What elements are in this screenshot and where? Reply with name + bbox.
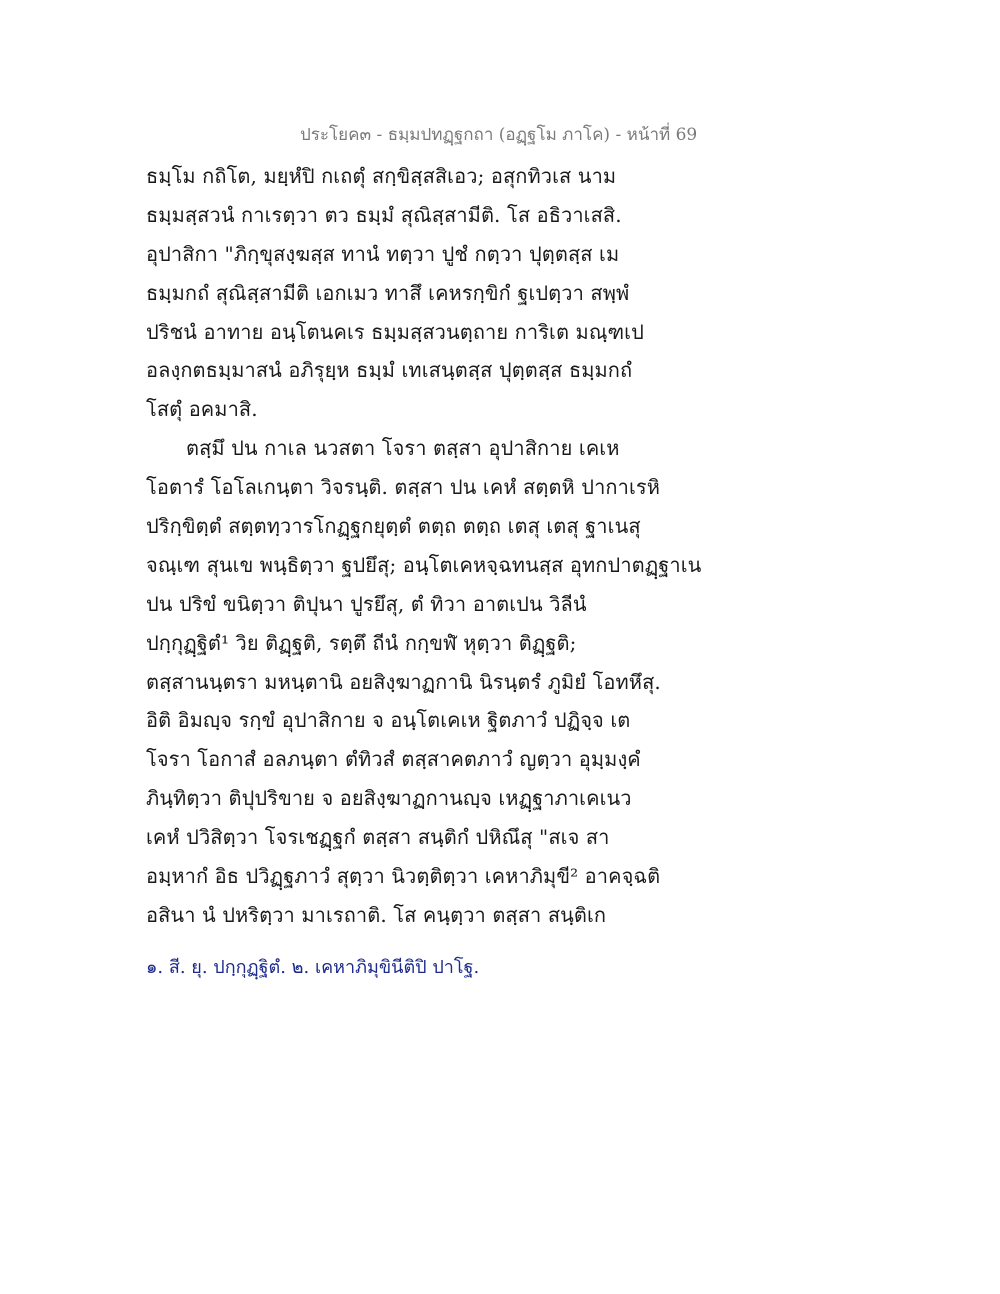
text-line: ปริชนํ อาทาย อนฺโตนคเร ธมฺมสฺสวนตฺถาย การิเต มณฺฑเป [146, 319, 644, 344]
footnotes: ๑. สี. ยุ. ปกฺกุฏฺฐิตํ. ๒. เคหาภิมุขินีติปิ ปาโฐ. [146, 957, 480, 978]
text-line: เคหํ ปวิสิตฺวา โจรเชฏฺฐกํ ตสฺสา สนฺติกํ ปหิณึสุ "สเจ สา [146, 825, 610, 850]
body-text [146, 157, 706, 935]
text-line: อสินา นํ ปหริตฺวา มาเรถาติ. โส คนฺตฺวา ตสฺสา สนฺติเก [146, 902, 607, 927]
text-line: ธมฺโม กถิโต, มยฺหํปิ กเถตุํ สกฺขิสฺสสิเอว; อสุกทิวเส นาม [146, 164, 617, 188]
running-header: ประโยค๓ - ธมฺมปทฏฺฐกถา (อฏฺฐโม ภาโค) - หน้าที่ 69 [300, 125, 698, 145]
text-line: โอตารํ โอโลเกนฺตา วิจรนฺติ. ตสฺสา ปน เคหํ สตฺตหิ ปากาเรหิ [146, 475, 661, 500]
text-line: อิติ อิมญฺจ รกฺขํ อุปาสิกาย จ อนฺโตเคเห ฐิตภาวํ ปฏิจฺจ เต [146, 708, 631, 733]
text-line: ธมฺมกถํ สุณิสฺสามีติ เอกเมว ทาสึ เคหรกฺขิกํ ฐเปตฺวา สพฺพํ [146, 280, 630, 305]
text-line: โสตุํ อคมาสิ. [146, 397, 258, 422]
text-line: ปกฺกุฏฺฐิตํ¹ วิย ติฏฺฐติ, รตฺตึ ถีนํ กกฺขฬํ หุตฺวา ติฏฺฐติ; [146, 630, 577, 655]
text-line: ตสฺสานนฺตรา มหนฺตานิ อยสิงฺฆาฏกานิ นิรนฺตรํ ภูมิยํ โอทหึสุ. [146, 669, 661, 694]
text-line: อุปาสิกา "ภิกฺขุสงฺฆสฺส ทานํ ทตฺวา ปูชํ กตฺวา ปุตฺตสฺส เม [146, 241, 620, 266]
paragraph-start-line: ตสฺมึ ปน กาเล นวสตา โจรา ตสฺสา อุปาสิกาย เคเห [186, 436, 620, 461]
text-line: ภินฺทิตฺวา ติปุปริขาย จ อยสิงฺฆาฏกานญฺจ เหฏฺฐาภาเคเนว [146, 786, 632, 811]
text-line: จณฺเฑ สุนเข พนฺธิตฺวา ฐปยึสุ; อนฺโตเคหจฺฉทนสฺส อุทกปาตฏฺฐาเน [146, 552, 702, 577]
text-line: ธมฺมสฺสวนํ กาเรตฺวา ตว ธมฺมํ สุณิสฺสามีติ. โส อธิวาเสสิ. [146, 202, 622, 227]
text-line: อมฺหากํ อิธ ปวิฏฺฐภาวํ สุตฺวา นิวตฺติตฺวา เคหาภิมุขี² อาคจฺฉติ [146, 864, 661, 889]
text-line: ปริกฺขิตฺตํ สตฺตทฺวารโกฏฺฐกยุตฺตํ ตตฺถ ตตฺถ เตสุ เตสุ ฐาเนสุ [146, 514, 641, 539]
text-line: อลงฺกตธมฺมาสนํ อภิรุยฺห ธมฺมํ เทเสนฺตสฺส ปุตฺตสฺส ธมฺมกถํ [146, 358, 633, 383]
text-line: ปน ปริขํ ขนิตฺวา ติปุนา ปูรยึสุ, ตํ ทิวา อาตเปน วิลีนํ [146, 591, 587, 616]
text-line: โจรา โอกาสํ อลภนฺตา ตํทิวสํ ตสฺสาคตภาวํ ญตฺวา อุมฺมงฺคํ [146, 747, 641, 772]
